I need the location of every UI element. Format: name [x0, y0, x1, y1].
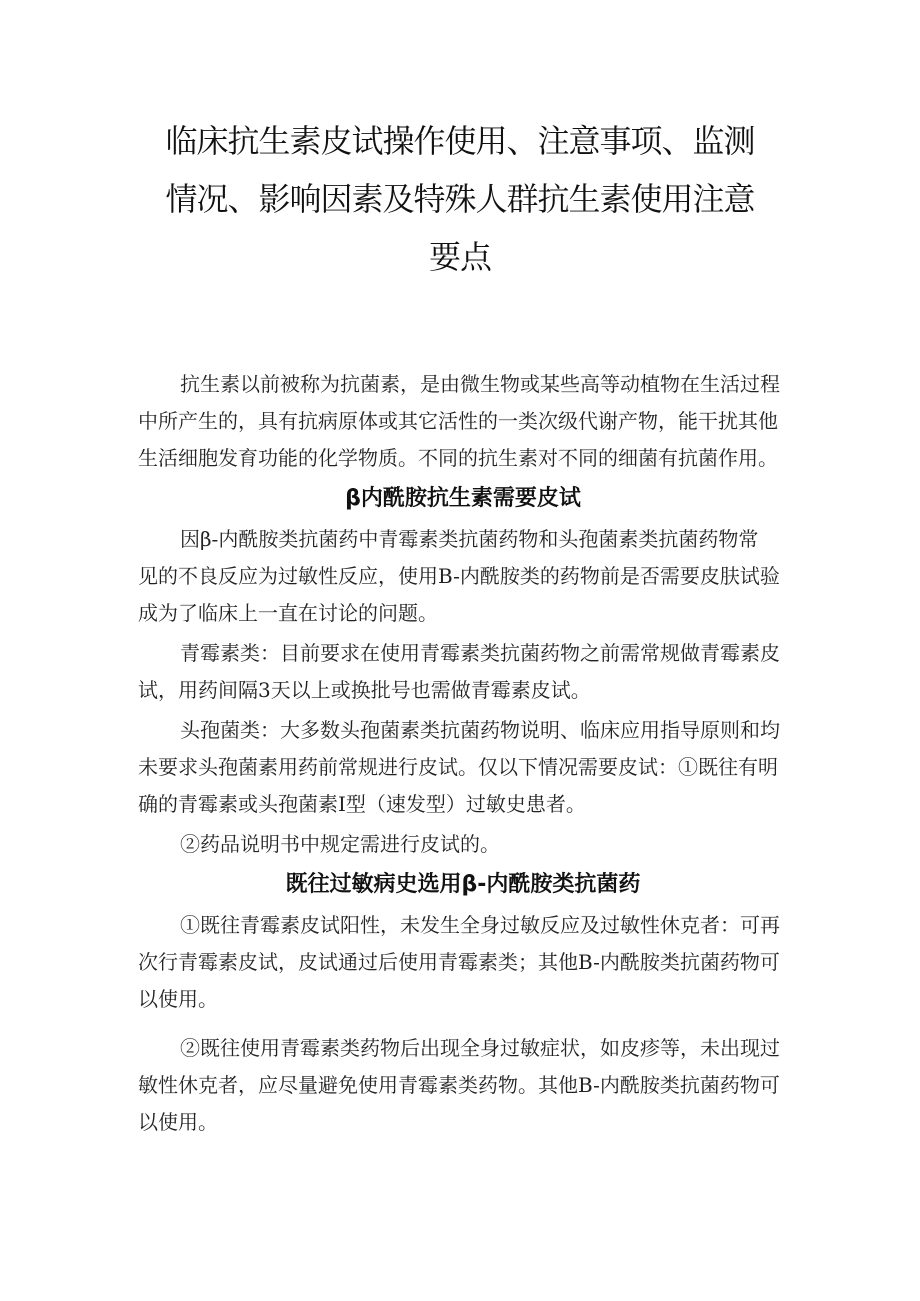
intro-paragraph: [138, 366, 788, 477]
text-line: 头孢菌类：大多数头孢菌素类抗菌药物说明、临床应用指导原则和均: [180, 718, 780, 742]
text-line: 以使用。: [138, 1110, 218, 1134]
paragraph-systemic-allergy: [138, 1030, 788, 1141]
document-title: [140, 112, 780, 286]
paragraph-instruction-note: [138, 826, 788, 863]
paragraph-penicillin: [138, 635, 788, 709]
text-line: 次行青霉素皮试，皮试通过后使用青霉素类；其他B-内酰胺类抗菌药物可: [138, 950, 780, 974]
text-line: 成为了临床上一直在讨论的问题。: [138, 601, 438, 625]
text-line: 见的不良反应为过敏性反应，使用B-内酰胺类的药物前是否需要皮肤试验: [138, 564, 780, 588]
title-line: 要点: [428, 238, 491, 276]
title-line: 临床抗生素皮试操作使用、注意事项、监测: [165, 122, 755, 160]
section-heading-allergy-history: 既往过敏病史选用β-内酰胺类抗菌药: [285, 872, 641, 897]
text-line: 生活细胞发育功能的化学物质。不同的抗生素对不同的细菌有抗菌作用。: [138, 446, 778, 470]
text-line: ①既往青霉素皮试阳性，未发生全身过敏反应及过敏性休克者：可再: [180, 913, 780, 937]
document-body: [138, 366, 788, 1141]
section-heading-skin-test: β内酰胺抗生素需要皮试: [345, 486, 581, 511]
text-line: ②既往使用青霉素类药物后出现全身过敏症状，如皮疹等，未出现过: [180, 1036, 780, 1060]
text-line: 因β-内酰胺类抗菌药中青霉素类抗菌药物和头孢菌素类抗菌药物常: [180, 527, 759, 551]
text-line: 未要求头孢菌素用药前常规进行皮试。仅以下情况需要皮试：①既往有明: [138, 755, 778, 779]
text-line: 中所产生的，具有抗病原体或其它活性的一类次级代谢产物，能干扰其他: [138, 409, 778, 433]
paragraph-positive-test: [138, 907, 788, 1018]
text-line: 抗生素以前被称为抗菌素，是由微生物或某些高等动植物在生活过程: [180, 372, 780, 396]
paragraph-cephalosporin: [138, 712, 788, 823]
text-line: 以使用。: [138, 987, 218, 1011]
paragraph-allergy-question: [138, 521, 788, 632]
text-line: ②药品说明书中规定需进行皮试的。: [180, 832, 500, 856]
text-line: 敏性休克者，应尽量避免使用青霉素类药物。其他B-内酰胺类抗菌药物可: [138, 1073, 780, 1097]
text-line: 确的青霉素或头孢菌素I型（速发型）过敏史患者。: [138, 792, 586, 816]
text-line: 青霉素类：目前要求在使用青霉素类抗菌药物之前需常规做青霉素皮: [180, 641, 780, 665]
title-line: 情况、影响因素及特殊人群抗生素使用注意: [165, 180, 755, 218]
text-line: 试，用药间隔3天以上或换批号也需做青霉素皮试。: [138, 678, 591, 702]
